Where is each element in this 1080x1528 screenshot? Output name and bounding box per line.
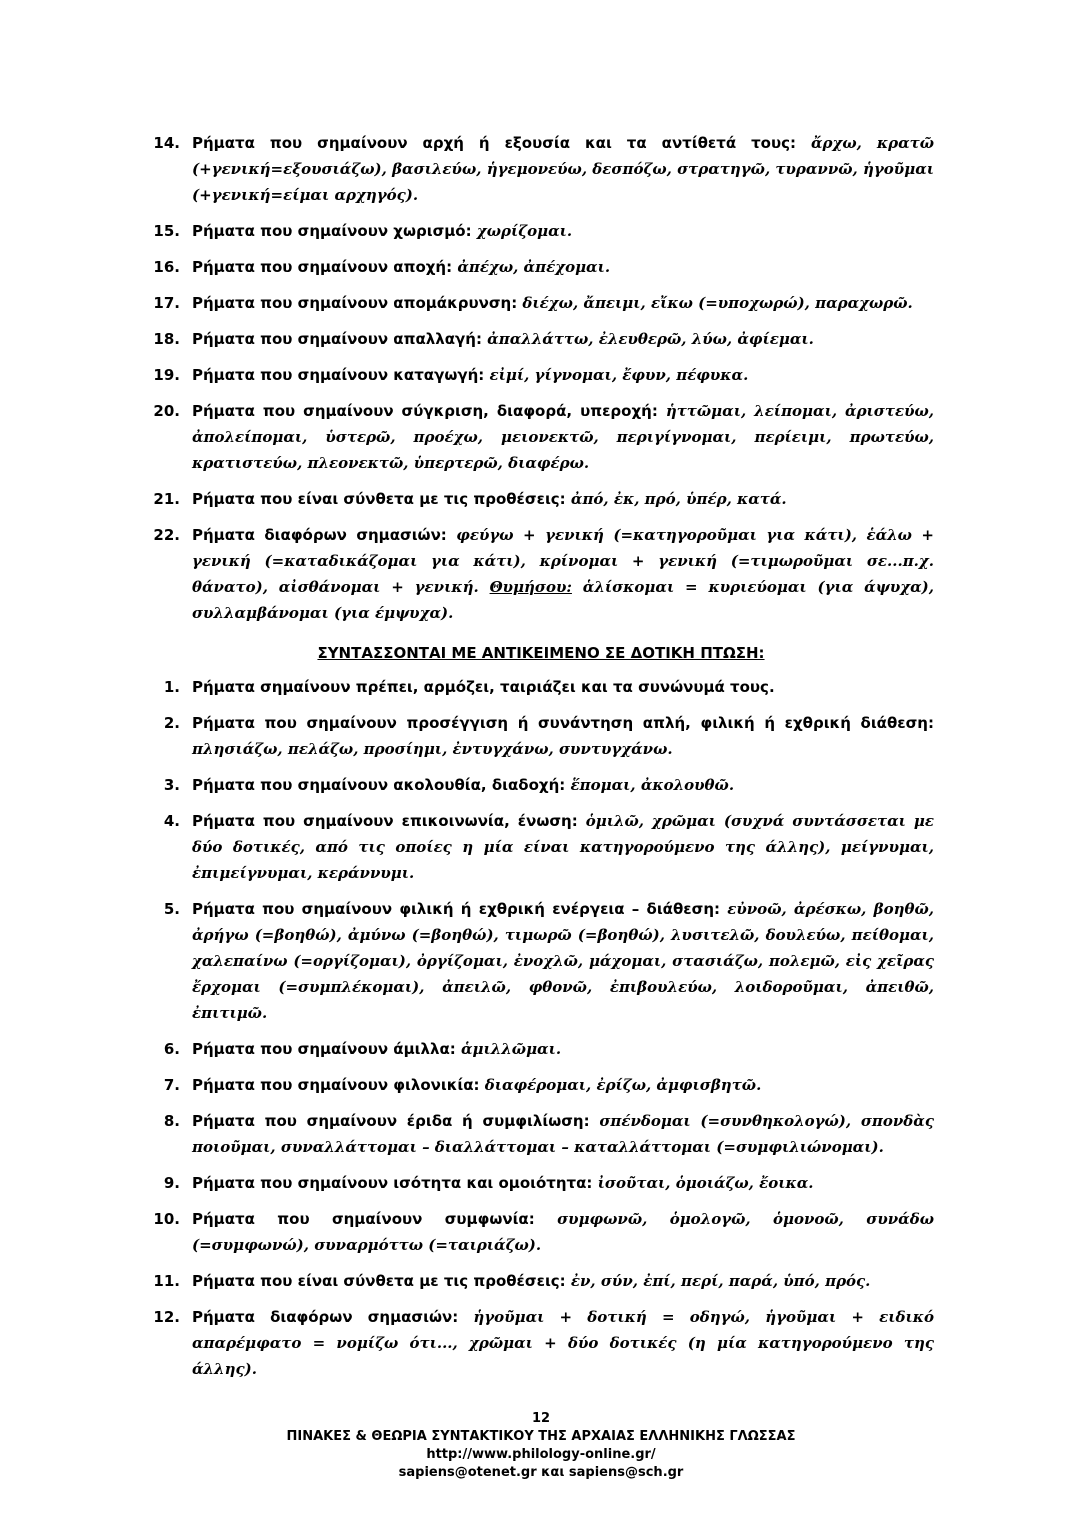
list-item [148, 290, 934, 316]
item-number: 2. [163, 714, 180, 732]
item-description: Ρήματα σημαίνουν πρέπει, αρμόζει, ταιριάζει και τα συνώνυμά τους. [192, 678, 775, 696]
item-number: 1. [163, 678, 180, 696]
item-description: Ρήματα που σημαίνουν καταγωγή: [192, 366, 490, 384]
page-footer [148, 1410, 934, 1482]
item-number: 10. [153, 1210, 180, 1228]
item-description: Ρήματα που σημαίνουν προσέγγιση ή συνάντηση απλή, φιλική ή εχθρική διάθεση: [192, 714, 934, 732]
item-number: 4. [163, 812, 180, 830]
list-item [148, 674, 934, 700]
item-description: Ρήματα διαφόρων σημασιών: [192, 526, 457, 544]
footer-emails: sapiens@otenet.gr και sapiens@sch.gr [398, 1465, 684, 1480]
item-description: Ρήματα που σημαίνουν σύγκριση, διαφορά, υπεροχή: [192, 402, 666, 420]
list-item [148, 1108, 934, 1160]
dative-section-heading: ΣΥΝΤΑΣΣΟΝΤΑΙ ΜΕ ΑΝΤΙΚΕΙΜΕΝΟ ΣΕ ΔΟΤΙΚΗ ΠΤΩΣΗ: [317, 644, 765, 662]
list-item [148, 522, 934, 626]
item-number: 19. [153, 366, 180, 384]
ancient-greek-verbs: ἄρχω, κρατῶ (+γενική=εξουσιάζω), βασιλεύω, ἡγεμονεύω, δεσπόζω, στρατηγῶ, τυραννῶ, ἡγοῦμαι (+γενική=είμαι αρχηγός). [192, 134, 934, 204]
ancient-greek-verbs: συμφωνῶ, ὁμολογῶ, ὁμονοῶ, συνάδω (=συμφωνώ), συναρμόττω (=ταιριάζω). [192, 1210, 934, 1254]
item-number: 16. [153, 258, 180, 276]
ancient-greek-verbs: ἡττῶμαι, λείπομαι, ἀριστεύω, ἀπολείπομαι, ὑστερῶ, προέχω, μειονεκτῶ, περιγίγνομαι, περίειμι, πρωτεύω, κρατιστεύω, πλεονεκτῶ, ὑπερτερῶ, διαφέρω. [192, 402, 934, 472]
item-description: Ρήματα που σημαίνουν επικοινωνία, ένωση: [192, 812, 586, 830]
ancient-greek-verbs: εἰμί, γίγνομαι, ἔφυν, πέφυκα. [489, 366, 749, 384]
ancient-greek-verbs: χωρίζομαι. [476, 222, 573, 240]
ancient-greek-verbs: ἁλίσκομαι = κυριεύομαι (για άψυχα), συλλαμβάνομαι (για έμψυχα). [192, 578, 934, 622]
list-item [148, 362, 934, 388]
item-description: Ρήματα που είναι σύνθετα με τις προθέσεις: [192, 1272, 571, 1290]
item-number: 6. [163, 1040, 180, 1058]
footer-url: http://www.philology-online.gr/ [426, 1447, 656, 1462]
ancient-greek-verbs: διαφέρομαι, ἐρίζω, ἀμφισβητῶ. [484, 1076, 762, 1094]
item-description: Ρήματα που σημαίνουν αρχή ή εξουσία και τα αντίθετά τους: [192, 134, 811, 152]
list-item [148, 1304, 934, 1382]
page-number: 12 [531, 1411, 551, 1426]
ancient-greek-verbs: ἁμιλλῶμαι. [460, 1040, 562, 1058]
item-number: 12. [153, 1308, 180, 1326]
item-number: 11. [153, 1272, 180, 1290]
item-number: 3. [163, 776, 180, 794]
footer-title: ΠΙΝΑΚΕΣ & ΘΕΩΡΙΑ ΣΥΝΤΑΚΤΙΚΟΥ ΤΗΣ ΑΡΧΑΙΑΣ ΕΛΛΗΝΙΚΗΣ ΓΛΩΣΣΑΣ [286, 1429, 796, 1444]
item-description: Ρήματα που σημαίνουν έριδα ή συμφιλίωση: [192, 1112, 600, 1130]
ancient-greek-verbs: διέχω, ἄπειμι, εἴκω (=υποχωρώ), παραχωρῶ. [522, 294, 913, 312]
ancient-greek-verbs: ἡγοῦμαι + δοτική = οδηγώ, ἡγοῦμαι + ειδικό απαρέμφατο = νομίζω ότι..., χρῶμαι + δύο δοτικές (η μία κατηγορούμενο της άλλης). [192, 1308, 934, 1378]
list-item [148, 254, 934, 280]
ancient-greek-verbs: ἀπέχω, ἀπέχομαι. [457, 258, 611, 276]
ancient-greek-verbs: σπένδομαι (=συνθηκολογώ), σπονδὰς ποιοῦμαι, συναλλάττομαι – διαλλάττομαι – καταλλάττομαι (=συμφιλιώνομαι). [192, 1112, 934, 1156]
item-description: Ρήματα που σημαίνουν άμιλλα: [192, 1040, 461, 1058]
item-description: Ρήματα που είναι σύνθετα με τις προθέσεις: [192, 490, 571, 508]
item-description: Ρήματα που σημαίνουν απαλλαγή: [192, 330, 488, 348]
genitive-object-list [148, 130, 934, 636]
item-number: 17. [153, 294, 180, 312]
ancient-greek-verbs: ἐν, σύν, ἐπί, περί, παρά, ὑπό, πρός. [570, 1272, 871, 1290]
ancient-greek-verbs: ἀπαλλάττω, ἐλευθερῶ, λύω, ἀφίεμαι. [487, 330, 814, 348]
item-description: Ρήματα που σημαίνουν φιλονικία: [192, 1076, 485, 1094]
list-item [148, 710, 934, 762]
list-item [148, 1268, 934, 1294]
list-item [148, 130, 934, 208]
item-description: Ρήματα που σημαίνουν φιλική ή εχθρική ενέργεια – διάθεση: [192, 900, 728, 918]
ancient-greek-verbs: ἰσοῦται, ὁμοιάζω, ἔοικα. [597, 1174, 814, 1192]
list-item [148, 398, 934, 476]
item-description: Ρήματα που σημαίνουν ισότητα και ομοιότητα: [192, 1174, 598, 1192]
list-item [148, 772, 934, 798]
item-number: 15. [153, 222, 180, 240]
ancient-greek-verbs: πλησιάζω, πελάζω, προσίημι, ἐντυγχάνω, συντυγχάνω. [192, 740, 673, 758]
ancient-greek-verbs: φεύγω + γενική (=κατηγοροῦμαι για κάτι), ἑάλω + γενική (=καταδικάζομαι για κάτι), κρίνομαι + γενική (=τιμωροῦμαι σε...π.χ. θάνατο), αἰσθάνομαι + γενική. [192, 526, 934, 596]
item-number: 22. [153, 526, 180, 544]
item-number: 18. [153, 330, 180, 348]
item-number: 21. [153, 490, 180, 508]
item-number: 14. [153, 134, 180, 152]
item-number: 9. [163, 1174, 180, 1192]
item-number: 8. [163, 1112, 180, 1130]
ancient-greek-verbs: ἀπό, ἐκ, πρό, ὑπέρ, κατά. [570, 490, 787, 508]
list-item [148, 808, 934, 886]
dative-object-list [148, 674, 934, 1392]
ancient-greek-verbs: ὁμιλῶ, χρῶμαι (συχνά συντάσσεται με δύο δοτικές, από τις οποίες η μία είναι κατηγορούμενο της άλλης), μείγνυμαι, ἐπιμείγνυμαι, κεράννυμι. [192, 812, 934, 882]
item-number: 20. [153, 402, 180, 420]
list-item [148, 1072, 934, 1098]
item-description: Ρήματα που σημαίνουν συμφωνία: [192, 1210, 558, 1228]
list-item [148, 486, 934, 512]
item-description: Ρήματα που σημαίνουν ακολουθία, διαδοχή: [192, 776, 571, 794]
list-item [148, 1036, 934, 1062]
item-number: 7. [163, 1076, 180, 1094]
item-description: Ρήματα που σημαίνουν απομάκρυνση: [192, 294, 523, 312]
ancient-greek-verbs: εὐνοῶ, ἀρέσκω, βοηθῶ, ἀρήγω (=βοηθώ), ἀμύνω (=βοηθώ), τιμωρῶ (=βοηθώ), λυσιτελῶ, δουλεύω, πείθομαι, χαλεπαίνω (=οργίζομαι), ὀργίζομαι, ἐνοχλῶ, μάχομαι, στασιάζω, πολεμῶ, εἰς χεῖρας ἔρχομαι (=συμπλέκομαι), ἀπειλῶ, φθονῶ, ἐπιβουλεύω, λοιδοροῦμαι, ἀπειθῶ, ἐπιτιμῶ. [192, 900, 934, 1022]
item-description: Ρήματα που σημαίνουν αποχή: [192, 258, 458, 276]
list-item [148, 1206, 934, 1258]
list-item [148, 1170, 934, 1196]
item-description: Ρήματα διαφόρων σημασιών: [192, 1308, 474, 1326]
item-description: Ρήματα που σημαίνουν χωρισμό: [192, 222, 477, 240]
item-number: 5. [163, 900, 180, 918]
ancient-greek-verbs: Θυμήσου: [489, 578, 572, 596]
ancient-greek-verbs: ἕπομαι, ἀκολουθῶ. [570, 776, 735, 794]
list-item [148, 218, 934, 244]
list-item [148, 896, 934, 1026]
list-item [148, 326, 934, 352]
